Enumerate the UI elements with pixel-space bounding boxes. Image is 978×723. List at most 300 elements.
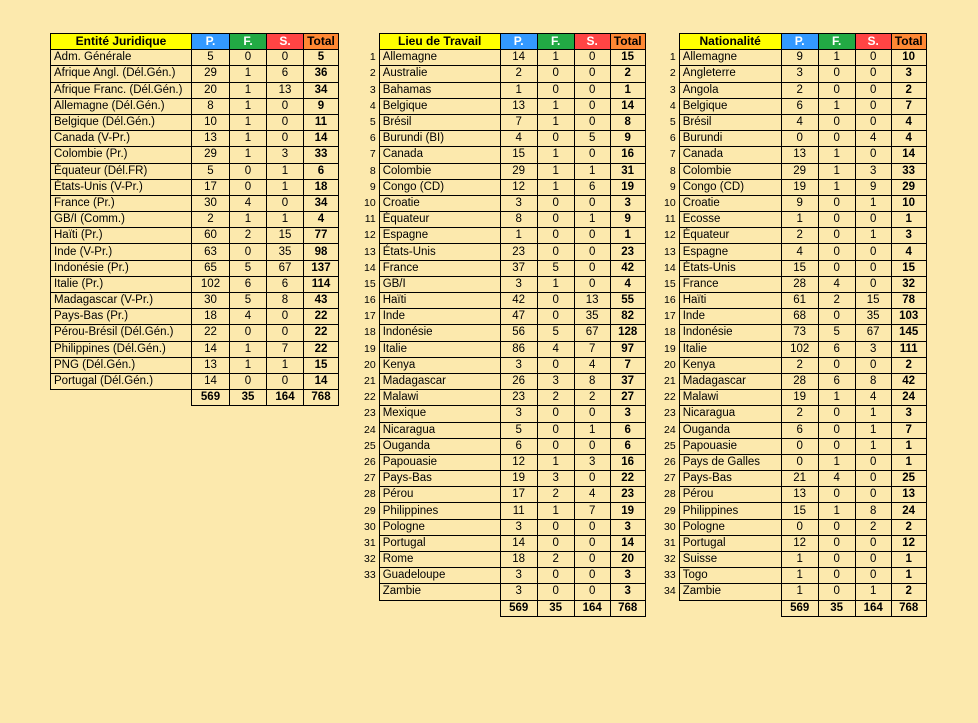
cell-f: 1 [818,147,855,163]
total-f: 35 [537,600,574,616]
row-index: 29 [364,504,376,517]
cell-p: 29 [781,163,818,179]
cell-total: 33 [304,147,339,163]
row-name: Équateur [379,212,500,228]
cell-s: 13 [267,82,304,98]
cell-s: 0 [855,552,891,568]
totals-row [361,600,645,616]
cell-f: 0 [818,406,855,422]
table-row [361,82,645,98]
cell-total: 4 [891,131,926,147]
row-name: Afrique Franc. (Dél.Gén.) [51,82,192,98]
row-index: 33 [364,569,376,582]
row-name: Nicaragua [379,422,500,438]
cell-f: 1 [818,503,855,519]
row-name: Burundi (BI) [379,131,500,147]
cell-p: 10 [192,114,230,130]
cell-total: 7 [610,357,645,373]
cell-p: 8 [500,212,537,228]
cell-total: 13 [891,487,926,503]
cell-p: 2 [500,66,537,82]
table-row [661,147,926,163]
header-total: Total [610,34,645,50]
table-row [361,487,645,503]
cell-s: 5 [574,131,610,147]
cell-p: 19 [781,390,818,406]
cell-p: 0 [781,438,818,454]
cell-total: 145 [891,325,926,341]
cell-f: 1 [230,66,267,82]
cell-total: 32 [891,276,926,292]
row-name: France (Pr.) [51,195,192,211]
cell-total: 4 [891,244,926,260]
cell-p: 15 [500,147,537,163]
cell-p: 6 [500,438,537,454]
cell-total: 42 [891,373,926,389]
cell-p: 3 [500,568,537,584]
row-name: Pérou-Brésil (Dél.Gén.) [51,325,192,341]
cell-total: 6 [610,422,645,438]
cell-f: 4 [818,276,855,292]
totals-spacer [379,600,500,616]
row-index: 6 [369,132,376,145]
row-name: Allemagne [679,50,781,66]
cell-total: 16 [610,454,645,470]
cell-p: 15 [781,503,818,519]
table-row [661,357,926,373]
cell-s: 67 [574,325,610,341]
row-name: Mexique [379,406,500,422]
cell-f: 1 [230,341,267,357]
table-row [661,195,926,211]
row-index: 34 [664,585,676,598]
cell-s: 0 [855,114,891,130]
cell-f: 4 [230,309,267,325]
row-name: États-Unis [379,244,500,260]
cell-total: 4 [610,276,645,292]
row-name: Italie [379,341,500,357]
header-s: S. [574,34,610,50]
row-index: 21 [364,375,376,388]
cell-total: 19 [610,503,645,519]
cell-p: 29 [192,147,230,163]
table-row [661,244,926,260]
table-row [361,325,645,341]
cell-f: 1 [537,98,574,114]
cell-s: 0 [574,276,610,292]
cell-p: 18 [192,309,230,325]
cell-p: 14 [500,535,537,551]
row-index: 30 [364,520,376,533]
cell-f: 2 [230,228,267,244]
table-row [361,212,645,228]
row-index: 24 [664,423,676,436]
cell-f: 0 [230,325,267,341]
row-index: 18 [664,326,676,339]
cell-f: 0 [537,568,574,584]
cell-total: 1 [891,568,926,584]
cell-s: 6 [267,276,304,292]
row-name: Philippines (Dél.Gén.) [51,341,192,357]
cell-p: 42 [500,293,537,309]
cell-f: 0 [230,244,267,260]
table-row [51,66,339,82]
cell-s: 0 [574,50,610,66]
cell-p: 30 [192,195,230,211]
cell-p: 12 [500,179,537,195]
cell-s: 35 [267,244,304,260]
cell-total: 31 [610,163,645,179]
table-row [361,228,645,244]
row-index: 6 [669,132,676,145]
cell-s: 1 [574,163,610,179]
table-row [661,212,926,228]
cell-s: 1 [855,195,891,211]
cell-f: 6 [818,341,855,357]
cell-total: 43 [304,293,339,309]
cell-total: 15 [304,357,339,373]
cell-s: 8 [574,373,610,389]
row-index: 4 [669,99,676,112]
row-name: Espagne [679,244,781,260]
cell-s: 7 [574,503,610,519]
row-index: 2 [369,67,376,80]
header-f: F. [537,34,574,50]
cell-p: 1 [500,228,537,244]
row-name: Équateur (Dél.FR) [51,163,192,179]
cell-f: 0 [818,131,855,147]
table-nationalite [661,33,927,617]
table-row [361,309,645,325]
cell-s: 0 [855,260,891,276]
cell-s: 0 [267,98,304,114]
totals-row [661,600,926,616]
cell-s: 0 [855,454,891,470]
cell-s: 0 [267,309,304,325]
cell-s: 0 [855,82,891,98]
table-row [51,228,339,244]
cell-total: 23 [610,487,645,503]
row-index: 22 [364,391,376,404]
cell-f: 1 [230,357,267,373]
cell-s: 35 [574,309,610,325]
cell-total: 2 [610,66,645,82]
cell-p: 1 [781,568,818,584]
cell-f: 1 [537,454,574,470]
cell-total: 1 [891,454,926,470]
cell-s: 0 [855,66,891,82]
totals-spacer [51,390,192,406]
row-name: Colombie (Pr.) [51,147,192,163]
table-row [661,503,926,519]
cell-s: 0 [574,519,610,535]
cell-f: 0 [537,228,574,244]
row-index: 31 [664,536,676,549]
cell-p: 21 [781,471,818,487]
header-f: F. [818,34,855,50]
cell-f: 0 [537,584,574,600]
cell-total: 14 [610,98,645,114]
cell-s: 4 [574,357,610,373]
row-index: 15 [364,277,376,290]
row-index: 4 [369,99,376,112]
cell-s: 13 [574,293,610,309]
cell-p: 4 [781,114,818,130]
header-p: P. [500,34,537,50]
cell-f: 5 [818,325,855,341]
row-index: 32 [364,553,376,566]
cell-total: 111 [891,341,926,357]
row-name: Belgique [379,98,500,114]
row-name: Portugal (Dél.Gén.) [51,373,192,389]
cell-total: 8 [610,114,645,130]
cell-total: 78 [891,293,926,309]
row-name: Congo (CD) [679,179,781,195]
cell-p: 1 [781,552,818,568]
cell-p: 3 [500,276,537,292]
cell-s: 0 [267,325,304,341]
cell-f: 0 [537,438,574,454]
cell-p: 29 [500,163,537,179]
cell-total: 55 [610,293,645,309]
row-index: 14 [664,261,676,274]
cell-s: 1 [267,212,304,228]
table-row [661,276,926,292]
cell-total: 1 [610,82,645,98]
cell-p: 56 [500,325,537,341]
cell-s: 3 [855,341,891,357]
cell-f: 1 [230,131,267,147]
cell-s: 7 [267,341,304,357]
cell-f: 1 [537,503,574,519]
cell-s: 0 [574,535,610,551]
cell-s: 0 [267,195,304,211]
total-total: 768 [610,600,645,616]
cell-p: 29 [192,66,230,82]
row-name: Haïti [679,293,781,309]
table-row [361,373,645,389]
cell-s: 1 [855,422,891,438]
table-row [661,438,926,454]
table-row [361,357,645,373]
row-index: 17 [364,310,376,323]
cell-f: 0 [537,293,574,309]
row-name: Canada (V-Pr.) [51,131,192,147]
table-row [51,114,339,130]
cell-p: 23 [500,390,537,406]
cell-total: 3 [610,568,645,584]
header-s: S. [267,34,304,50]
cell-total: 7 [891,98,926,114]
table-row [661,179,926,195]
row-index: 14 [364,261,376,274]
row-name: Australie [379,66,500,82]
row-name: Colombie [379,163,500,179]
row-name: Allemagne [379,50,500,66]
table-row [661,163,926,179]
table-row [361,535,645,551]
table-row [51,163,339,179]
cell-f: 5 [537,325,574,341]
total-s: 164 [574,600,610,616]
row-name: PNG (Dél.Gén.) [51,357,192,373]
table-row [661,260,926,276]
cell-s: 0 [574,406,610,422]
cell-p: 9 [781,195,818,211]
cell-f: 1 [537,179,574,195]
cell-p: 0 [781,131,818,147]
cell-f: 0 [818,66,855,82]
row-name: Zambie [679,584,781,600]
header-total: Total [304,34,339,50]
cell-p: 8 [192,98,230,114]
table-row [361,114,645,130]
cell-p: 4 [781,244,818,260]
cell-p: 9 [781,50,818,66]
cell-total: 97 [610,341,645,357]
row-index: 20 [364,358,376,371]
row-index: 12 [664,229,676,242]
cell-p: 13 [781,147,818,163]
cell-s: 0 [267,50,304,66]
table-row [661,454,926,470]
header-row [661,34,926,50]
cell-f: 0 [818,195,855,211]
cell-f: 4 [230,195,267,211]
table-row [661,390,926,406]
cell-total: 9 [304,98,339,114]
cell-p: 2 [781,357,818,373]
row-index: 31 [364,536,376,549]
row-name: États-Unis (V-Pr.) [51,179,192,195]
cell-total: 3 [891,228,926,244]
row-name: Philippines [679,503,781,519]
cell-f: 0 [818,519,855,535]
cell-f: 0 [537,244,574,260]
row-name: Haïti [379,293,500,309]
row-name: Portugal [379,535,500,551]
table-row [361,50,645,66]
cell-total: 4 [304,212,339,228]
table-row [361,390,645,406]
header-p: P. [781,34,818,50]
cell-s: 67 [267,260,304,276]
row-index: 16 [664,294,676,307]
cell-p: 3 [500,519,537,535]
cell-f: 0 [230,50,267,66]
row-index: 18 [364,326,376,339]
cell-f: 0 [818,82,855,98]
cell-s: 15 [855,293,891,309]
cell-f: 1 [230,82,267,98]
table-lieu-de-travail-wrap [361,33,646,617]
total-p: 569 [781,600,818,616]
table-row [361,503,645,519]
table-row [361,179,645,195]
table-row [661,422,926,438]
table-row [361,147,645,163]
cell-p: 28 [781,276,818,292]
table-row [51,357,339,373]
cell-f: 1 [230,147,267,163]
row-name: Zambie [379,584,500,600]
cell-total: 22 [304,325,339,341]
row-name: Afrique Angl. (Dél.Gén.) [51,66,192,82]
cell-p: 13 [192,131,230,147]
cell-total: 4 [891,114,926,130]
row-index: 22 [664,391,676,404]
cell-f: 0 [537,519,574,535]
cell-s: 1 [855,406,891,422]
cell-s: 6 [267,66,304,82]
row-index: 1 [669,51,676,64]
cell-f: 1 [818,390,855,406]
row-index: 11 [364,213,376,226]
row-name: Pays-Bas [379,471,500,487]
table-row [361,552,645,568]
table-row [361,406,645,422]
cell-s: 3 [855,163,891,179]
table-row [361,293,645,309]
table-row [661,373,926,389]
cell-p: 14 [500,50,537,66]
row-name: Pays de Galles [679,454,781,470]
cell-p: 15 [781,260,818,276]
cell-s: 8 [855,373,891,389]
cell-s: 1 [267,163,304,179]
row-name: Indonésie [679,325,781,341]
cell-f: 0 [537,535,574,551]
cell-s: 0 [855,244,891,260]
total-s: 164 [267,390,304,406]
cell-total: 5 [304,50,339,66]
cell-f: 0 [537,212,574,228]
table-row [51,131,339,147]
cell-f: 1 [537,50,574,66]
cell-f: 0 [818,584,855,600]
cell-total: 20 [610,552,645,568]
table-row [661,535,926,551]
row-name: Kenya [379,357,500,373]
cell-p: 5 [500,422,537,438]
cell-total: 14 [304,131,339,147]
cell-p: 7 [500,114,537,130]
cell-p: 19 [500,471,537,487]
row-name: Pays-Bas [679,471,781,487]
row-index: 19 [364,342,376,355]
row-name: Madagascar [379,373,500,389]
cell-f: 5 [230,293,267,309]
total-f: 35 [818,600,855,616]
cell-s: 0 [855,357,891,373]
cell-s: 0 [574,438,610,454]
table-title: Lieu de Travail [379,34,500,50]
cell-p: 6 [781,98,818,114]
cell-s: 4 [855,131,891,147]
table-row [661,471,926,487]
cell-p: 2 [781,82,818,98]
cell-total: 34 [304,195,339,211]
table-nationalite-wrap [661,33,927,617]
row-index: 28 [364,488,376,501]
table-row [661,341,926,357]
cell-p: 102 [192,276,230,292]
cell-f: 0 [818,438,855,454]
row-name: Kenya [679,357,781,373]
row-index: 19 [664,342,676,355]
table-row [51,212,339,228]
cell-f: 0 [818,309,855,325]
